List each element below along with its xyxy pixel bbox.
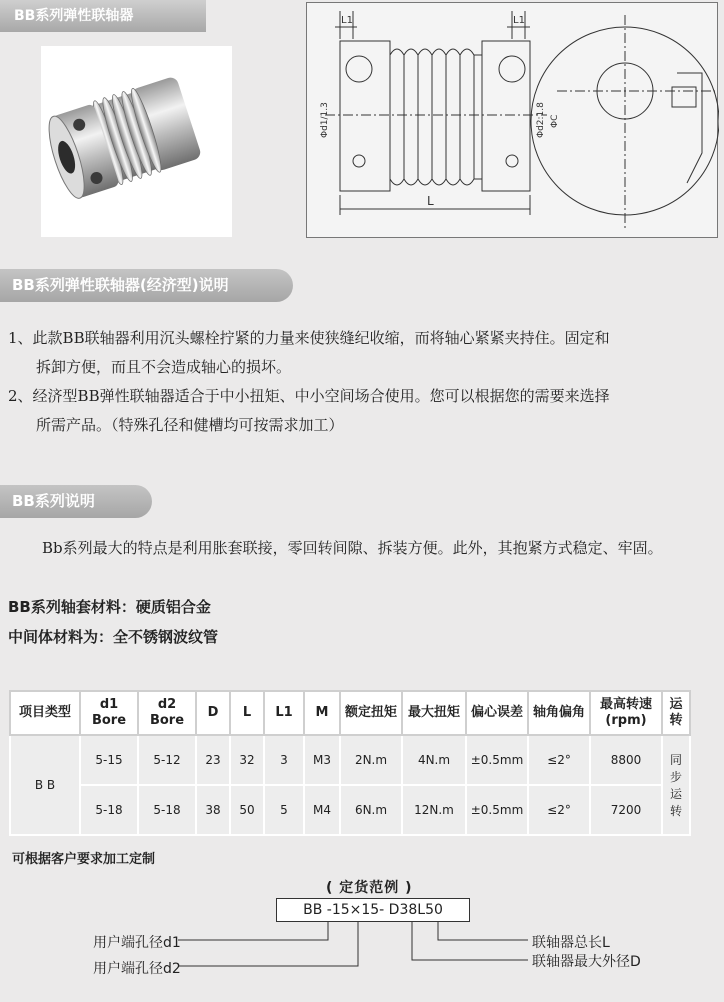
custom-order-note: 可根据客户要求加工定制 xyxy=(12,852,156,867)
label-l: L xyxy=(427,194,434,208)
table-cell: 7200 xyxy=(590,785,662,835)
header-operation: 运转 xyxy=(662,691,690,735)
table-cell: ≤2° xyxy=(528,735,590,785)
paragraph-line: 所需产品。（特殊孔径和健槽均可按需求加工） xyxy=(36,416,344,434)
header-max-torque: 最大扭矩 xyxy=(402,691,466,735)
header-d1: d1 Bore xyxy=(80,691,138,735)
sleeve-material: BB系列轴套材料：硬质铝合金 xyxy=(8,598,211,616)
paragraph-line: 拆卸方便，而且不会造成轴心的损坏。 xyxy=(36,358,292,376)
header-max-speed: 最高转速 (rpm) xyxy=(590,691,662,735)
table-cell: M3 xyxy=(304,735,340,785)
label-d1: Φd1/1.3 xyxy=(320,102,330,138)
middle-material: 中间体材料为：全不锈钢波纹管 xyxy=(8,628,219,646)
paragraph-line: 2、经济型BB弹性联轴器适合于中小扭矩、中小空间场合使用。您可以根据您的需要来选择 xyxy=(8,387,610,405)
paragraph-line: 1、此款BB联轴器利用沉头螺栓拧紧的力量来使狭缝纪收缩，而将轴心紧紧夹持住。固定和 xyxy=(8,329,610,347)
table-cell: 12N.m xyxy=(402,785,466,835)
note-d1: 用户端孔径d1 xyxy=(93,935,181,951)
table-cell: 5-15 xyxy=(80,735,138,785)
table-cell: 50 xyxy=(230,785,264,835)
table-cell: ≤2° xyxy=(528,785,590,835)
table-cell: 5-18 xyxy=(138,785,196,835)
table-cell: ±0.5mm xyxy=(466,735,528,785)
header-L1: L1 xyxy=(264,691,304,735)
table-cell: 3 xyxy=(264,735,304,785)
header-d2: d2 Bore xyxy=(138,691,196,735)
table-cell: 38 xyxy=(196,785,230,835)
header-L: L xyxy=(230,691,264,735)
note-diameter: 联轴器最大外径D xyxy=(532,954,641,970)
page-title: BB系列弹性联轴器 xyxy=(0,0,206,32)
table-cell: 5-12 xyxy=(138,735,196,785)
table-cell: 2N.m xyxy=(340,735,402,785)
operation-cell: 同步运转 xyxy=(662,735,690,835)
header-angle-deviation: 轴角偏角 xyxy=(528,691,590,735)
series-description: Bb系列最大的特点是利用胀套联接，零回转间隙、拆装方便。此外，其抱紧方式稳定、牢固。 xyxy=(42,539,663,557)
header-rated-torque: 额定扭矩 xyxy=(340,691,402,735)
section-heading-economy: BB系列弹性联轴器(经济型)说明 xyxy=(0,269,293,302)
label-l1-right: L1 xyxy=(513,15,525,26)
table-cell: 5 xyxy=(264,785,304,835)
label-dc: ΦC xyxy=(550,114,560,128)
type-cell: B B xyxy=(10,735,80,835)
table-cell: 6N.m xyxy=(340,785,402,835)
table-cell: 23 xyxy=(196,735,230,785)
header-D: D xyxy=(196,691,230,735)
table-cell: M4 xyxy=(304,785,340,835)
label-d2: Φd2:1.8 xyxy=(536,102,546,138)
table-cell: ±0.5mm xyxy=(466,785,528,835)
order-example-code: BB -15×15- D38L50 xyxy=(276,898,470,922)
note-d2: 用户端孔径d2 xyxy=(93,961,181,977)
header-M: M xyxy=(304,691,340,735)
table-cell: 5-18 xyxy=(80,785,138,835)
section-heading-series: BB系列说明 xyxy=(0,485,152,518)
table-cell: 8800 xyxy=(590,735,662,785)
table-cell: 4N.m xyxy=(402,735,466,785)
table-cell: 32 xyxy=(230,735,264,785)
header-type: 项目类型 xyxy=(10,691,80,735)
order-example-title: ( 定货范例 ) xyxy=(326,880,413,896)
header-eccentric-error: 偏心误差 xyxy=(466,691,528,735)
label-l1-left: L1 xyxy=(341,15,353,26)
note-length: 联轴器总长L xyxy=(532,935,610,951)
